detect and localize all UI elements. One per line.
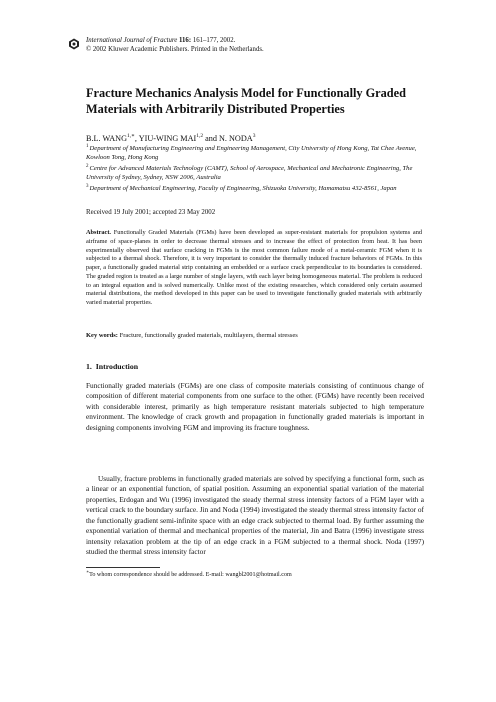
affiliation-text: Centre for Advanced Materials Technology (CAMT), School of Aerospace, Mechanical and Mechatronic Engineering, The University of Sydney, Sydney, NSW 2006, Australia: [86, 165, 413, 181]
footnote-mark: ∗: [86, 569, 90, 574]
author-name: YIU-WING MAI: [138, 134, 197, 143]
author-affiliation-mark: 1,2: [196, 133, 204, 139]
body-paragraph: Functionally graded materials (FGMs) are one class of composite materials consisting of continuous change of composition of different material components from one surface to the other. (FGMs) have recently been received with considerable interest, primarily as high temperature resistant materials subjected to high temperature environment. The knowledge of crack growth and propagation in functionally graded materials is important in designing components involving FGM and improving its fracture toughness.: [86, 381, 424, 432]
author-affiliation-mark: 3: [252, 133, 256, 139]
author-name: N. NODA: [219, 134, 253, 143]
footnote-rule: [86, 567, 160, 568]
journal-name: International Journal of Fracture: [86, 37, 178, 44]
received-dates: Received 19 July 2001; accepted 23 May 2002: [86, 209, 216, 216]
keywords: [86, 332, 422, 339]
footnote-text: To whom correspondence should be addressed. E-mail: wangbl2001@hotmail.com: [89, 572, 292, 578]
author-separator: ,: [134, 134, 139, 143]
affiliation: [86, 143, 424, 162]
affiliation-mark: 3: [86, 184, 89, 189]
paper-title: Fracture Mechanics Analysis Model for Functionally Graded Materials with Arbitrarily Distributed Properties: [86, 86, 406, 116]
abstract-text: Functionally Graded Materials (FGMs) have been developed as super-resistant materials for propulsion systems and airframe of space-planes in order to decrease thermal stresses and to increase the effect of protection from heat. It has been experimentally observed that surface cracking in FGMs is the most common failure mode of a metal-ceramic FGM when it is subjected to a thermal shock. Therefore, it is very important to consider the thermally induced fracture behaviors of FGMs. In this paper, a functionally graded material strip containing an embedded or a surface crack perpendicular to its boundaries is considered. The graded region is treated as a large number of single layers, with each layer being homogeneous material. The problem is reduced to an integral equation and is solved numerically. Unlike most of the existing researches, which considered only certain assumed material distributions, the method developed in this paper can be used to investigate functionally graded materials with arbitrarily varied material properties.: [86, 229, 422, 306]
journal-volume: 116:: [179, 37, 192, 44]
publisher-logo-icon: [68, 38, 80, 50]
journal-pages: 161–177, 2002.: [192, 37, 236, 44]
section-number: 1.: [86, 362, 92, 371]
affiliation-mark: 1: [86, 144, 89, 149]
keywords-text: Fracture, functionally graded materials, multilayers, thermal stresses: [119, 332, 298, 339]
section-heading: [86, 362, 138, 371]
keywords-label: Key words:: [86, 332, 118, 339]
section-title: Introduction: [95, 362, 139, 371]
journal-citation: [86, 36, 386, 45]
body-paragraph: Usually, fracture problems in functionally graded materials are solved by specifying a functional form, such as a linear or an exponential function, of spatial position. Assuming an exponential spatial variation of the material properties, Erdogan and Wu (1996) investigated the steady thermal stress intensity factors of a FGM layer with a vertical crack to the boundary surface. Jin and Noda (1994) investigated the steady thermal stress intensity factor of the functionally gradient semi-infinite space with an edge crack subjected to thermal load. By further assuming the exponential variation of thermal and mechanical properties of the material, Jin and Batra (1996) investigate stress intensity relaxation problem at the tip of an edge crack in a FGM subjected to a thermal shock. Noda (1997) studied the thermal stress intensity factor: [86, 474, 424, 557]
abstract: [86, 229, 422, 308]
author-name: B.L. WANG: [86, 134, 128, 143]
author-separator: and: [203, 134, 220, 143]
copyright-line: © 2002 Kluwer Academic Publishers. Printed in the Netherlands.: [86, 46, 264, 53]
affiliation: [86, 183, 424, 194]
author-affiliation-mark: 1,∗: [127, 133, 135, 139]
footnote: [86, 569, 424, 578]
journal-header: [86, 36, 386, 54]
abstract-label: Abstract.: [86, 229, 112, 236]
affiliation-text: Department of Manufacturing Engineering and Engineering Management, City University of Hong Kong, Tat Chee Avenue, Kowloon Tong, Hong Kong: [86, 145, 417, 161]
affiliation-text: Department of Mechanical Engineering, Faculty of Engineering, Shizuoka University, Hamamatsu 432-8561, Japan: [89, 185, 397, 192]
affiliation-mark: 2: [86, 164, 89, 169]
affiliation: [86, 163, 424, 182]
